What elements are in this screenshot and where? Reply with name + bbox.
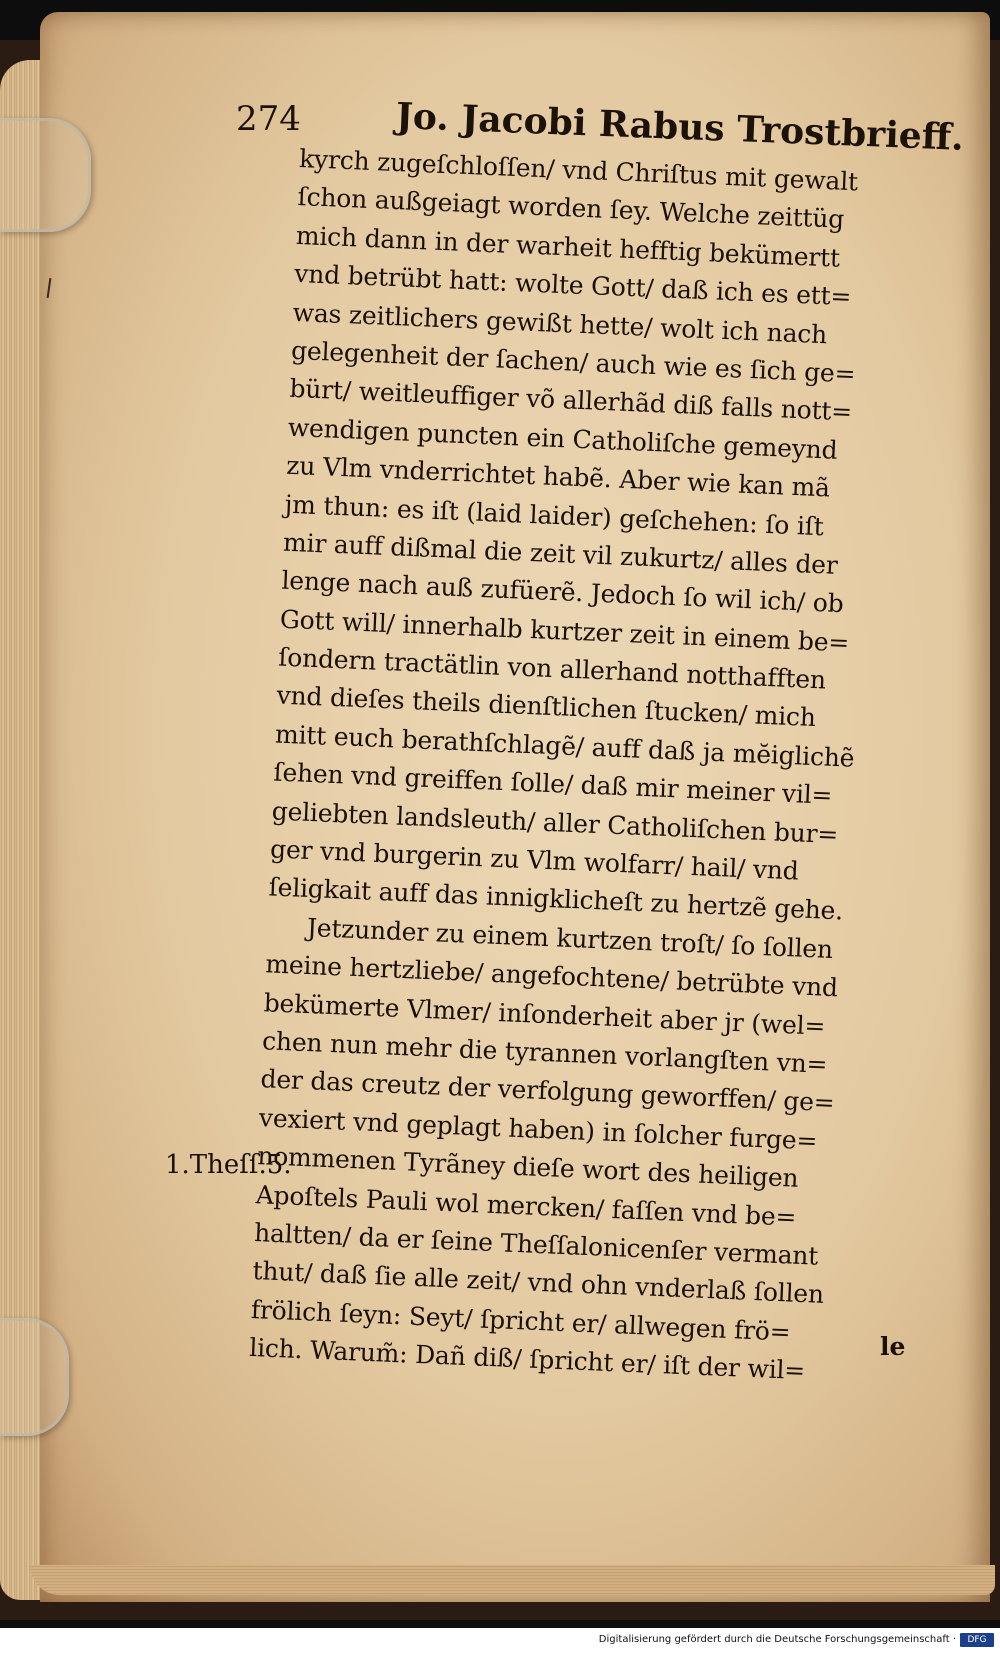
text-line: chen nun mehr die tyrannen vorlangſten vn= — [261, 1026, 828, 1079]
text-line: ſondern tractätlin von allerhand notthafften — [277, 642, 827, 695]
text-line: meine hertzliebe/ angefochtene/ betrübte vnd — [264, 949, 839, 1003]
text-line: der das creutz der verfolgung geworffen/ ge= — [260, 1064, 836, 1118]
text-line: zu Vlm vnderrichtet habẽ. Aber wie kan mã — [285, 450, 831, 503]
margin-note: 1.Theſſ.5. — [165, 1150, 292, 1180]
text-line: lich. Warum̃: Dañ diß/ ſpricht er/ iſt der wil= — [248, 1333, 806, 1386]
text-line: Jetzunder zu einem kurtzen troſt/ ſo ſollen — [306, 912, 834, 964]
text-line: kyrch zugeſchloſſen/ vnd Chriſtus mit gewalt — [298, 143, 859, 197]
text-line: ſeligkait auff das innigklicheſt zu hertzẽ gehe. — [268, 872, 844, 926]
text-line: Apoſtels Pauli wol mercken/ faſſen vnd be= — [255, 1179, 797, 1232]
text-line: mir auff dißmal die zeit vil zukurtz/ alles der — [282, 527, 839, 580]
text-line: ſehen vnd greiffen ſolle/ daß mir meiner vil= — [272, 757, 833, 811]
text-line: bekümerte Vlmer/ inſonderheit aber jr (wel= — [263, 987, 826, 1041]
page-clip-bottom — [0, 1318, 69, 1436]
text-line: thut/ daß ſie alle zeit/ vnd ohn vnderlaß ſollen — [251, 1256, 825, 1310]
text-line: mich dann in der warheit hefftig bekümertt — [295, 220, 841, 273]
catchword: le — [880, 1332, 906, 1361]
body-text — [249, 140, 915, 1393]
text-line: vnd dieſes theils dienſtlichen ſtucken/ mich — [276, 680, 817, 733]
text-line: jm thun: es iſt (laid laider) geſchehen: ſo iſt — [284, 489, 825, 541]
text-line: Gott will/ innerhalb kurtzer zeit in einem be= — [279, 604, 850, 658]
text-line: frölich ſeyn: Seyt/ ſpricht er/ allwegen frö= — [250, 1294, 792, 1347]
text-line: gelegenheit der ſachen/ auch wie es ſich ge= — [290, 335, 856, 389]
page-number: 274 — [236, 99, 301, 139]
text-line: geliebten landsleuth/ aller Catholiſchen bur= — [271, 796, 839, 849]
page-bottom-edge — [30, 1565, 995, 1595]
footer-credit: Digitalisierung gefördert durch die Deutsche Forschungsgemeinschaft · — [598, 1634, 956, 1645]
running-title: Jo. Jacobi Rabus Trostbrieff. — [395, 95, 965, 159]
footer-bar — [0, 1628, 1000, 1653]
text-line: ſchon außgeiagt worden ſey. Welche zeittüg — [297, 182, 845, 235]
text-line: ger vnd burgerin zu Vlm wolfarr/ hail/ vnd — [269, 834, 800, 886]
text-line: vnd betrübt hatt: wolte Gott/ daß ich es ett= — [293, 259, 852, 312]
text-line: nommenen Tyrãney dieſe wort des heiligen — [256, 1141, 800, 1193]
page-clip-top — [0, 118, 91, 232]
text-line: mitt euch berathſchlagẽ/ auff daß ja mĕiglichẽ — [274, 719, 855, 773]
text-line: haltten/ da er ſeine Theſſalonicenſer vermant — [253, 1217, 819, 1271]
text-line: vexiert vnd geplagt haben) in ſolcher furge= — [258, 1102, 818, 1156]
text-line: bürt/ weitleuffiger võ allerhãd diß falls nott= — [288, 374, 853, 427]
text-line: lenge nach auß zufüerẽ. Jedoch ſo wil ich/ ob — [280, 565, 845, 619]
text-line: was zeitlichers gewißt hette/ wolt ich nach — [292, 297, 828, 349]
text-line: wendigen puncten ein Catholiſche gemeynd — [287, 412, 839, 465]
dfg-logo: DFG — [960, 1633, 994, 1647]
